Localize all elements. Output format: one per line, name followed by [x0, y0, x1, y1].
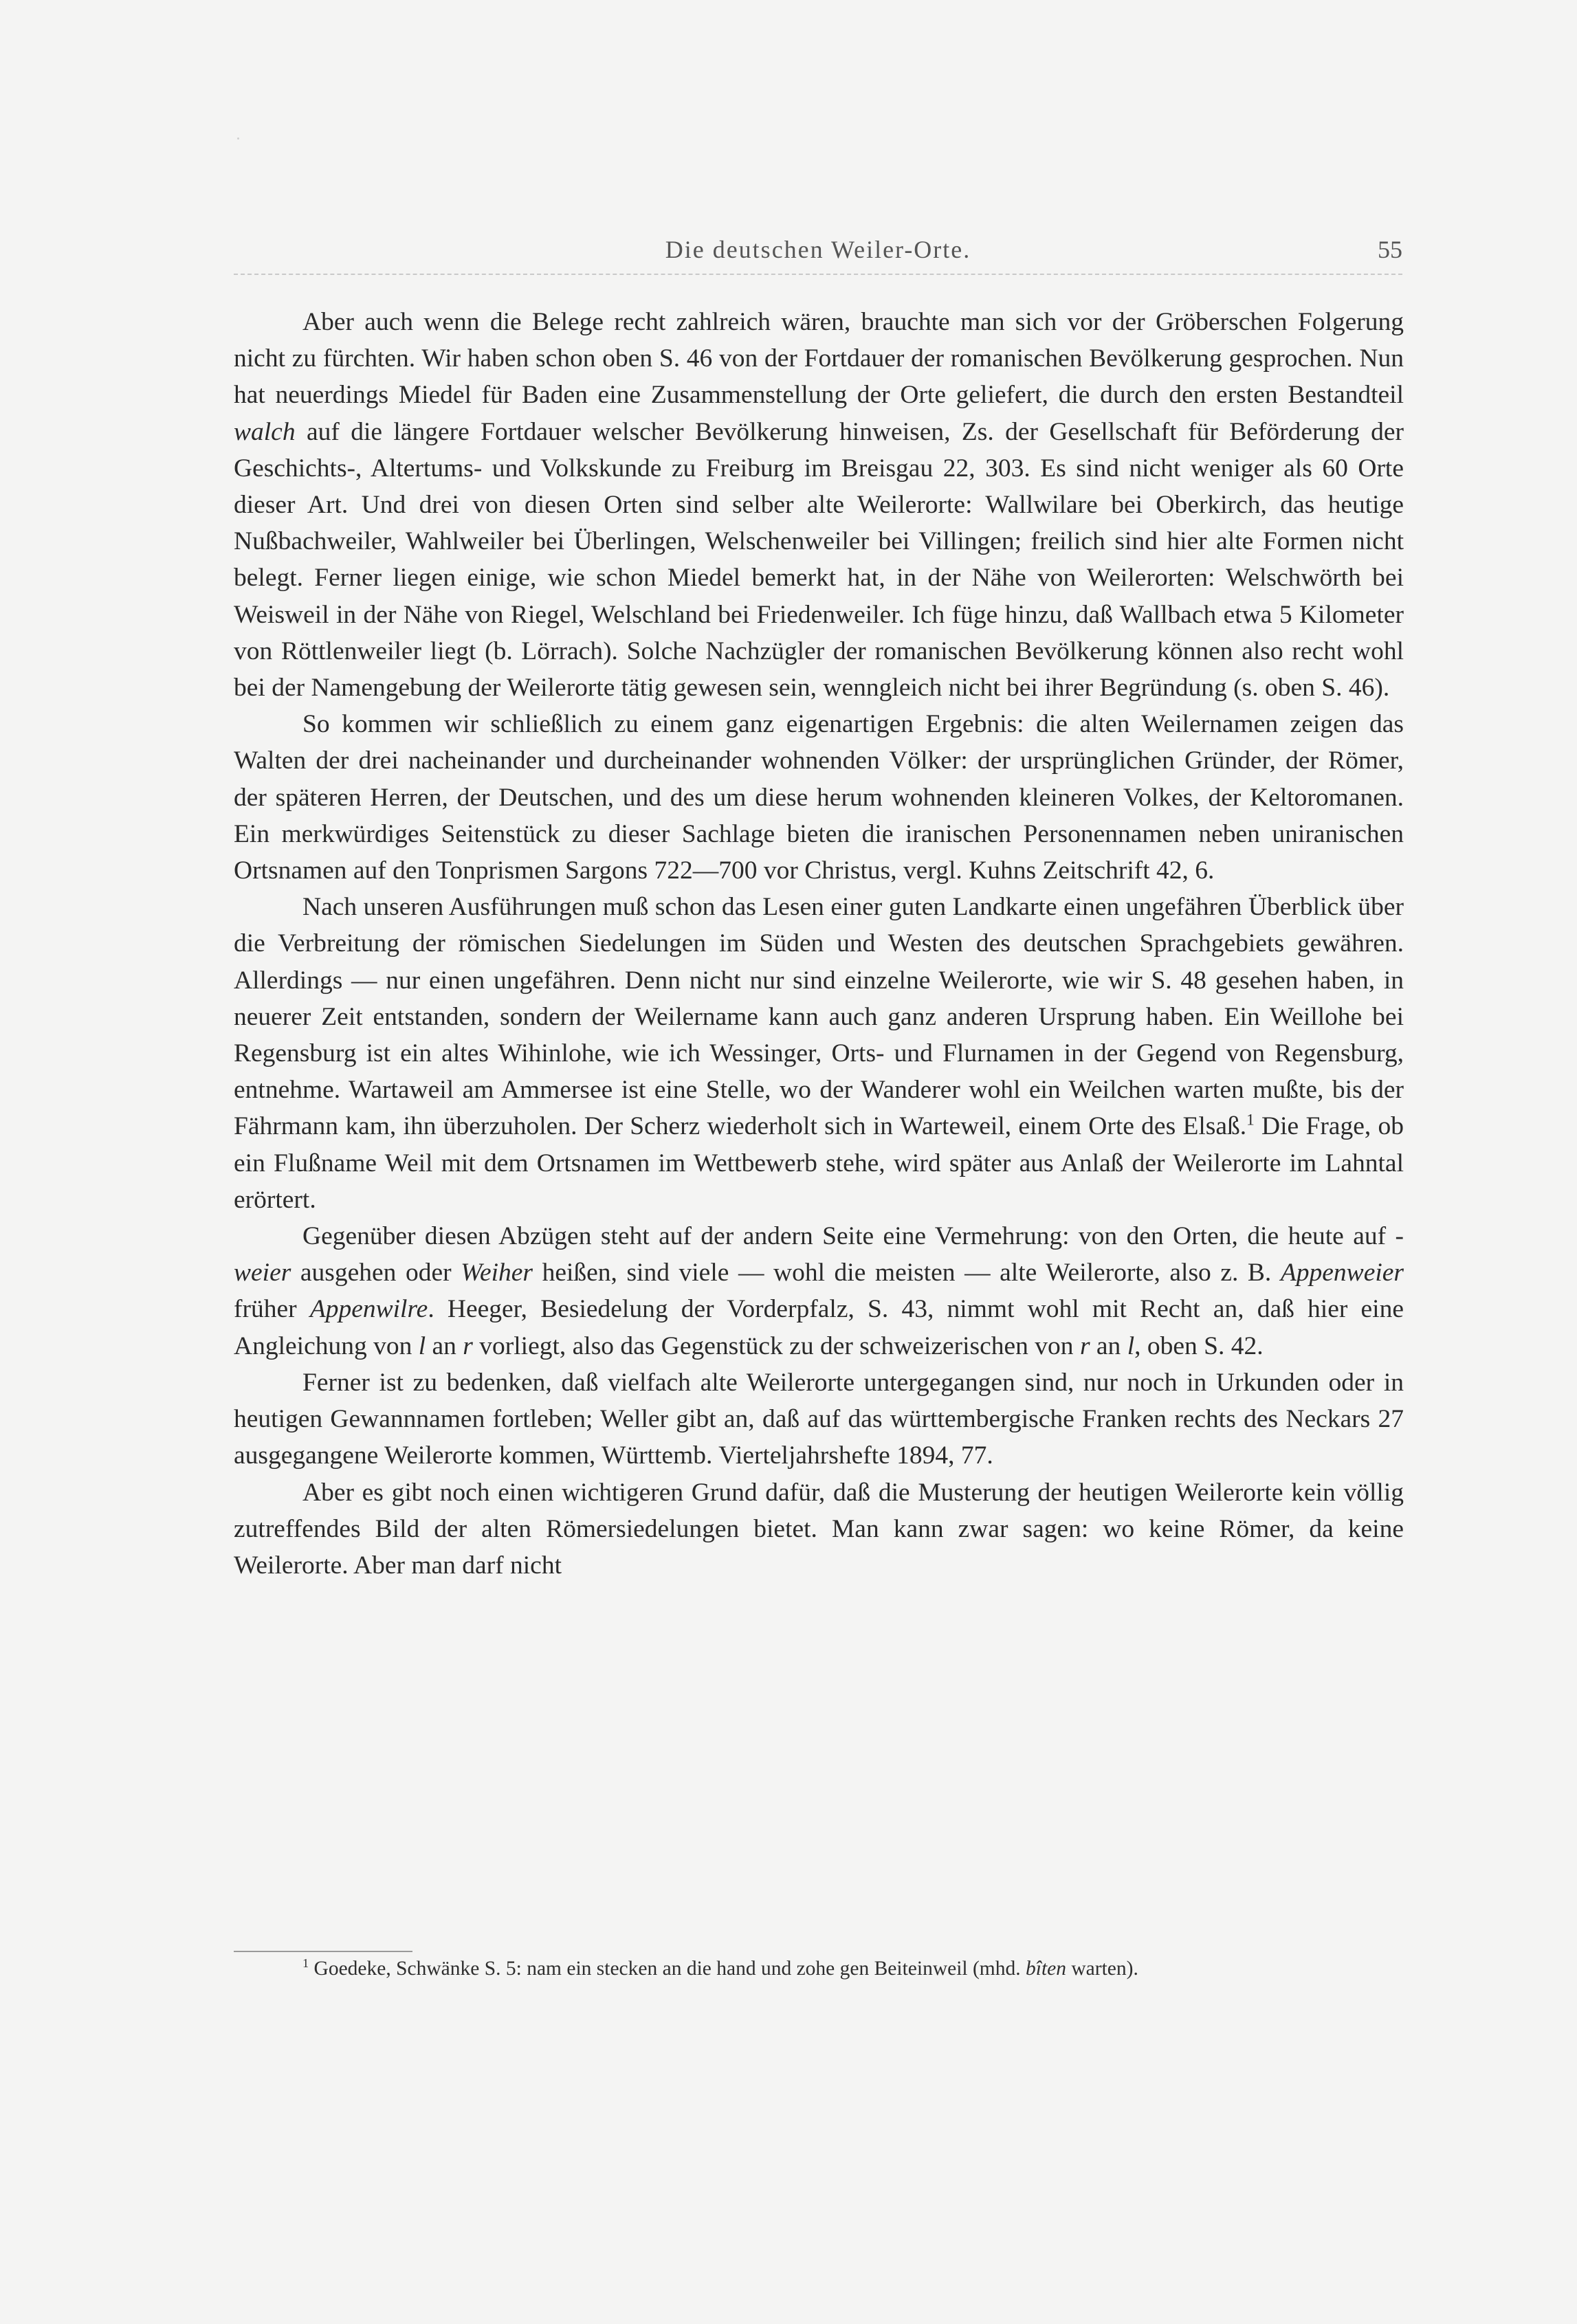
paragraph	[234, 1474, 1404, 1584]
paper-speck	[237, 137, 239, 140]
text-run: Aber auch wenn die Belege recht zahlreich wären, brauchte man sich vor der Gröberschen Folgerung nicht zu fürchten. Wir haben schon oben S. 46 von der Fortdauer der romanischen Bevölkerung gesprochen. Nun hat neuerdings Miedel für Baden eine Zusammenstellung der Orte geliefert, die durch den ersten Bestandteil	[234, 308, 1404, 410]
text-run: Gegenüber diesen Abzügen steht auf der andern Seite eine Vermehrung: von den Orten, die heute auf	[302, 1222, 1396, 1251]
italic-term: bîten	[1026, 1958, 1066, 1980]
italic-term: l	[418, 1331, 426, 1360]
paragraph	[234, 889, 1404, 1218]
paragraph	[234, 706, 1404, 889]
text-run: Ferner ist zu bedenken, daß vielfach alte Weilerorte untergegangen sind, nur noch in Urkunden oder in heutigen Gewannnamen fortleben; Weller gibt an, daß auf das württembergische Franken rechts des Neckars 27 ausgegangene Weilerorte kommen, Württemb. Vierteljahrshefte 1894, 77.	[234, 1368, 1404, 1470]
italic-term: Appenweier	[1280, 1259, 1404, 1287]
text-run: an	[1090, 1331, 1127, 1360]
text-run: heißen, sind viele — wohl die meisten — alte Weilerorte, also z. B.	[533, 1259, 1281, 1287]
text-run: Goedeke, Schwänke S. 5: nam ein stecken an die hand und zohe gen Beiteinweil (mhd.	[309, 1958, 1026, 1980]
text-run: warten).	[1066, 1958, 1138, 1980]
italic-term: Weiher	[461, 1259, 533, 1287]
running-title: Die deutschen Weiler-Orte.	[665, 236, 971, 263]
italic-term: l	[1127, 1331, 1135, 1360]
italic-term: -weier	[234, 1222, 1404, 1287]
text-run: So kommen wir schließlich zu einem ganz eigenartigen Ergebnis: die alten Weilernamen zeigen das Walten der drei nacheinander und durcheinander wohnenden Völker: der ursprünglichen Gründer, der Römer, der späteren Herren, der Deutschen, und des um diese herum wohnenden kleineren Volkes, der Keltoromanen. Ein merkwürdiges Seitenstück zu dieser Sachlage bieten die iranischen Personennamen neben uniranischen Ortsnamen auf den Tonprismen Sargons 722—700 vor Christus, vergl. Kuhns Zeitschrift 42, 6.	[234, 710, 1404, 885]
page-header	[234, 235, 1402, 276]
paragraph	[234, 304, 1404, 706]
page-number: 55	[1378, 236, 1402, 263]
text-run: ausgehen oder	[291, 1259, 461, 1287]
body-text	[234, 304, 1404, 1584]
paragraph	[234, 1218, 1404, 1364]
text-run: . Heeger, Besiedelung der Vorderpfalz, S. 43, nimmt wohl mit Recht an, daß hier eine Angleichung von	[234, 1295, 1404, 1360]
footnote-text	[309, 1958, 1138, 1980]
footnote-marker: 1	[302, 1956, 309, 1971]
text-run: an	[426, 1331, 463, 1360]
text-run: auf die längere Fortdauer welscher Bevölkerung hinweisen, Zs. der Gesellschaft für Beförderung der Geschichts-, Altertums- und Volkskunde zu Freiburg im Breisgau 22, 303. Es sind nicht weniger als 60 Orte dieser Art. Und drei von diesen Orten sind selber alte Weilerorte: Wallwilare bei Oberkirch, das heutige Nußbachweiler, Wahlweiler bei Überlingen, Welschenweiler bei Villingen; freilich sind hier alte Formen nicht belegt. Ferner liegen einige, wie schon Miedel bemerkt hat, in der Nähe von Weilerorten: Welschwörth bei Weisweil in der Nähe von Riegel, Welschland bei Friedenweiler. Ich füge hinzu, daß Wallbach etwa 5 Kilometer von Röttlenweiler liegt (b. Lörrach). Solche Nachzügler der romanischen Bevölkerung können also recht wohl bei der Namengebung der Weilerorte tätig gewesen sein, wenngleich nicht bei ihrer Begründung (s. oben S. 46).	[234, 417, 1404, 702]
header-rule	[234, 274, 1402, 275]
italic-term: r	[463, 1331, 473, 1360]
text-run: Aber es gibt noch einen wichtigeren Grund dafür, daß die Musterung der heutigen Weilerorte kein völlig zutreffendes Bild der alten Römersiedelungen bietet. Man kann zwar sagen: wo keine Römer, da keine Weilerorte. Aber man darf nicht	[234, 1478, 1404, 1580]
text-run: Nach unseren Ausführungen muß schon das Lesen einer guten Landkarte einen ungefähren Überblick über die Verbreitung der römischen Siedelungen im Süden und Westen des deutschen Sprachgebiets gewähren. Allerdings — nur einen ungefähren. Denn nicht nur sind einzelne Weilerorte, wie wir S. 48 gesehen haben, in neuerer Zeit entstanden, sondern der Weilername kann auch ganz anderen Ursprung haben. Ein Weillohe bei Regensburg ist ein altes Wihinlohe, wie ich Wessinger, Orts- und Flurnamen in der Gegend von Regensburg, entnehme. Wartaweil am Ammersee ist eine Stelle, wo der Wanderer wohl ein Weilchen warten mußte, bis der Fährmann kam, ihn überzuholen. Der Scherz wiederholt sich in Warteweil, einem Orte des Elsaß.	[234, 893, 1404, 1141]
footnote	[302, 1954, 1404, 1984]
italic-term: Appenwilre	[309, 1295, 428, 1324]
text-run: Die Frage, ob ein Flußname Weil mit dem Ortsnamen im Wettbewerb stehe, wird später aus Anlaß der Weilerorte im Lahntal erörtert.	[234, 1112, 1404, 1214]
italic-term: walch	[234, 417, 296, 446]
text-run: früher	[234, 1295, 310, 1324]
text-run: vorliegt, also das Gegenstück zu der schweizerischen von	[472, 1331, 1080, 1360]
paragraph	[234, 1364, 1404, 1474]
footnote-rule	[234, 1951, 412, 1952]
footnote-reference: 1	[1246, 1111, 1255, 1129]
italic-term: r	[1079, 1331, 1090, 1360]
text-run: , oben S. 42.	[1134, 1331, 1264, 1360]
